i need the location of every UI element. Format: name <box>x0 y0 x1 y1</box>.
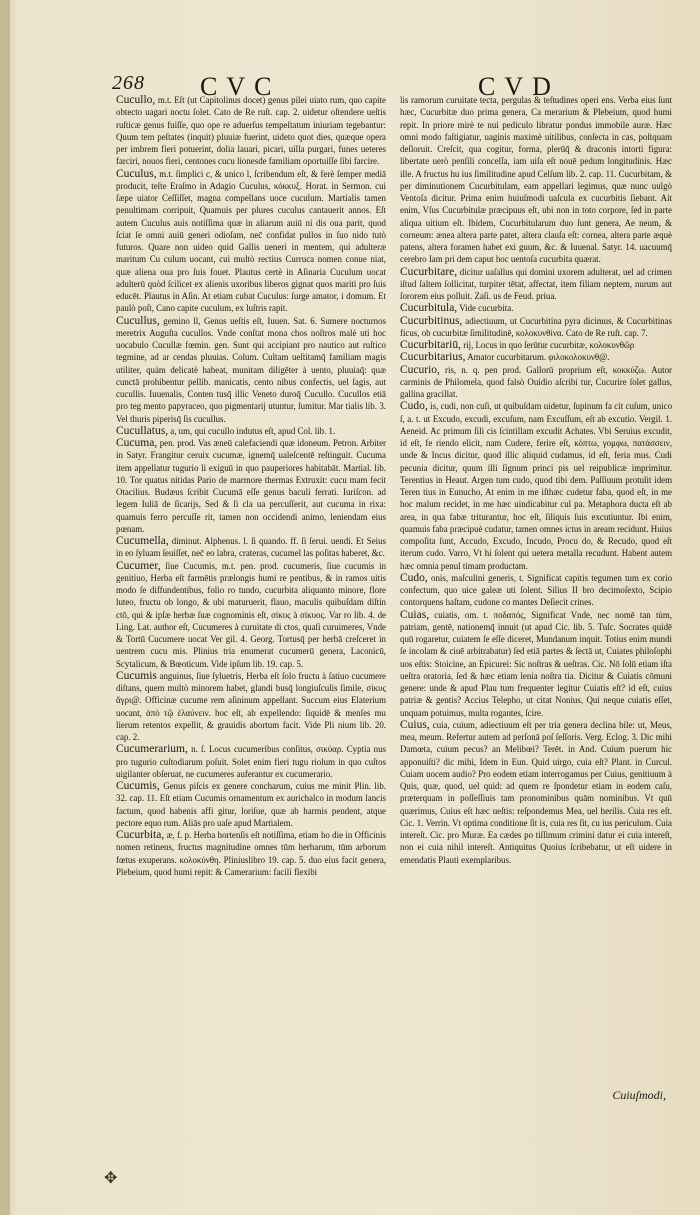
dictionary-entry <box>116 315 386 425</box>
entry-text: a, um, qui cucullo indutus eſt, apud Col. lib. 1. <box>170 425 336 436</box>
entry-headword: Cuias, <box>400 608 430 621</box>
entry-headword: Cucullo, <box>116 94 156 106</box>
entry-text: rij, Locus in quo ſerūtur cucurbitæ, κολοκυνθῶρ <box>463 340 635 350</box>
entry-text: cuiatis, om. t. ποδαπός, Significat Vnde, nec nomē tan tùm, patriam, gentē, nationemq̄ innuit (ut apud Cic. lib. 5. Tuſc. Socrates quidē quū rogaretur, cuiatem ſe eſſe diceret, Mundanum inquit. Totius enim mundi ſe incolam & ciuē arbitrabatur) ſed etiā partes & ſectā ut, Cuiates philoſophi uos eſtis: Stoicine, an Epicurei: Sic noſtras & ueſtras. Cic. Nō ſolū etiam iſta ueſtra oratoria, ſed & hæc etiam lenia noſtra tia. Dicitur & Cuiatis cōmuni genere: unde & apud Plau tum frequenter legitur Cuiatis eſt? id eſt, cuius patriæ & gentis? Accius Telepho, ut citat Nonius, Qui neque cuiatis eſſet, unquam potuimus, multa rogantes, ſcire. <box>400 609 672 718</box>
dictionary-entry <box>116 168 386 315</box>
dictionary-entry <box>400 266 672 303</box>
entry-headword: Cucuma, <box>116 437 158 449</box>
entry-text: Amator cucurbitarum. φιλοκολοκυνθ@. <box>467 352 610 363</box>
dictionary-entry <box>116 560 386 670</box>
right-column <box>400 94 672 866</box>
entry-text: æ, f. p. Herba hortenſis eſt notiſſima, etiam ho die in Officinis nomen retinens, fructus magnitudine omnes tūm herbarum, tūm arborum fœtus exuperans. κολοκύνθη. Pliniuslibro 19. cap. 5. duo eius facit genera, Plebeium, quod humi repit: & Camerarium: facili flexibi <box>116 830 386 877</box>
entry-headword: Cucurbitarius, <box>400 351 466 364</box>
dictionary-entry <box>116 94 386 168</box>
binding-gutter <box>0 0 10 1215</box>
entry-text: diminut. Alphenus. l. ſi quando. ff. ſi ſerui. uendi. Et Seius in eo ſyluam ſeuiſſet, nec̄ eo labra, crateras, cucumel las poſitas haberet, &c. <box>116 536 386 559</box>
running-head-right: CVD <box>478 72 560 101</box>
dictionary-entry <box>400 351 672 363</box>
entry-text: cuia, cuium, adiectiuum eſt per tria genera declina bile: ut, Meus, mea, meum. Refertur autem ad perſonā poſ ſeſſoris. Verg. Eclog. 3. Dic mihi Damœta, cuium pecus? an Melibœi? Terēt. in And. Cuium puerum hic apponuiſti? dic mihi, Idem in Eun. Quid uirgo, cuia eſt? Plant. in Curcul. Cuiam uocem audio? Pro eodem etiam interrogamus per Cuius, genitiuum à Quis, quæ, quod, uel quid: ad quem re ſpondetur etiam in eodem caſu, præterquam in poſſeſſiuis tam pronominibus quām nominibus. Vt quū quærimus, Cuius eſt hæc ueſtis: reſpondemus Mea, uel herilis. Cuia res eſt. Cic. 1. Verrin. Vt optima conditione ſit is, cuia res ſit, cu ius periculum. Cuia intereſt. Cic. pro Muræ. Ea cædes po tiſſimum crimini datur ei cuia intereſt, non ei cuia nihil intereſt. Antiquitus Quoius ſcribebatur, ut eſt uidere in emendatis Plauti exemplaribus. <box>400 719 672 865</box>
entry-headword: Cucurbitinus, <box>400 314 463 327</box>
entry-text: pen. prod. Vas æneū calefaciendi quæ idoneum. Petron. Arbiter in Satyr. Frangitur ceruix cucumæ, ignemq̄ ualeſcentē reſtinguit. Cucuma item appellatur tugurio li exiguū in quo pauperiores habitabāt. Martial. lib. 10. Tor quatus nitidas Pario de marmore thermas Extruxit: cucu mam fecit Otacilius. Budæus ſcribit Cucumā eſſe genus baculi ferrati. Iuriſcon. ad legem Iuliā de ſicarijs, Sed & ſi cla ua percuſſerit, aut cucuma in rixa: quamuis ferro percuſſe rit, tamen non occidendi animo, leniendam eius pœnam. <box>116 438 387 534</box>
printer-mark-icon: ✥ <box>104 1168 118 1187</box>
entry-headword: Cucurbitula, <box>400 302 458 315</box>
entry-headword: Cucumer, <box>116 559 161 572</box>
entry-text: n. ſ. Locus cucumeribus conſitus, σικύαρ. Cyptia nus pro tugurio cuſtodiarum poſuit. Solet enim fieri tugu riolum in quo cuſtos uigilanter obſeruat, ne cucumeres auferantur ex cucumerario. <box>116 744 386 779</box>
dictionary-entry <box>116 670 386 744</box>
entry-headword: Cudo, <box>400 571 428 584</box>
entry-headword: Cucurbita, <box>116 829 165 841</box>
entry-text: Genus piſcis ex genere concharum, cuius me minit Plin. lib. 32. cap. 11. Eſt etiam Cucumis ornamentum ex aurichalco in modum lancis factum, quod habenis affi gitur, loriſue, quæ ab harmis pendent, atque pectore equo rum. Aliās pro uaſe apud Martialem. <box>116 781 387 828</box>
dictionary-entry <box>116 743 386 780</box>
dictionary-entry <box>116 535 386 560</box>
dictionary-entry <box>400 364 672 401</box>
entry-headword: Cudo, <box>400 400 428 413</box>
dictionary-entry <box>400 609 672 719</box>
entry-text: ris, n. q. pen prod. Gallorū proprium eſt, κοκκύζω. Autor carminis de Philomela, quod falsò Ouidio aſcribi tur, Cucurire ſolet gallus, gallina gracillat. <box>400 364 673 399</box>
entry-headword: Cucumis, <box>116 780 160 792</box>
entry-headword: Cucumella, <box>116 535 169 547</box>
dictionary-entry <box>116 437 386 535</box>
entry-text: anguinus, ſiue ſyluetris, Herba eſt ſolo fructu à ſatiuo cucumere diſtans, quem multò minorem habet, glandi busq̄ longiuſculis ſimile, σίκυς ἄγρι@. Officinæ cucume rem aſininum appellant. Succum eius Elaterium uocant, ἀπὸ τῷ ἐλαύνειν. hoc eſt, ab expellendo: ſiquidē & menſes mu lierum retentos expellit, & grauidis abortum facit. Vide Pli nium lib. 20. cap. 2. <box>116 670 386 742</box>
dictionary-entry <box>400 719 672 866</box>
dictionary-entry <box>400 302 672 314</box>
dictionary-entry <box>400 315 672 340</box>
catchword: Cuiuſmodi, <box>612 1088 666 1102</box>
entry-text: lis ramorum curuitate tecta, pergulas & teſtudines operi ens. Verba eius ſunt hæc, Cucurbitæ duo prima genera, Ca merarium & Plebeium, quod humi repit. In priore mirè te nui pediculo libratur pondus immobile auræ. Hæc omni modo faſtigiatur, uaginis maximè uitilibus, conſecta in cas, poſtquam deſloruit. Creſcit, qua cogitur, forma, plerūq̄ & draconis intorti figura: libertate uerò penſili conceſſa, iam uiſa eſt nouē pedum longitudinis. Hæc ille. A fructus hu ius ſimilitudine apud Celſum lib. 2. cap. 11. Cucurbitam, & per diminutionem Cucurbitulam, eam appellari legimus, quæ nunc uulgò Ventoſa dicitur. Prima enim huiuſmodi uaſcula ex cucurbitis ſiebant. Ait enim, Vſus Cucurbitulæ præcipuus eſt, ubi non in toto corpore, ſed in parte aliqua uitium eſt. Ibidem, Cucurbitularum duo ſunt genera, Ae neum, & corneum: ænea altera parte patet, altera clauſa eſt: cornea, altera parte æquè patens, altera foramen habet exi guum, &c. & Iuuenal. Satyr. 14. uacuumq̄ cerebro Iam pri dem caput hoc uentoſa cucurbita quærat. <box>400 95 672 265</box>
entry-headword: Cuius, <box>400 718 430 731</box>
dictionary-entry <box>400 572 672 609</box>
entry-text: adiectiuum, ut Cucurbitina pyra dicimus, & Cucurbitinas ficus, ob cucurbitæ ſimilitudinē, κολοκυνθίνα. Cato de Re ruſt. cap. 7. <box>400 315 672 338</box>
entry-text: ſiue Cucumis, m.t. pen. prod. cucumeris, ſiue cucumis in genitiuo, Herba eſt farmētis prælongis humi re pentibus, & in ramos uitis modo ſe diffundentibus, folio ro tundo, cucurbita aliquanto minore, flore luteo, fructu ob longo, & ubi maturuerit, flauo, maculis quibuſdam diſtin ctō, qui & ipſæ herbæ ſuæ cognominis eſt, σίκυς à σίκυος. Var ro lib. 4. de Ling. Lat. author eſt, Cucumeres à curuitate di ctos, quaſi curuimeres, Vnde & Tortū Cucumere uocat Ver gil. 4. Georg. Tortusq̄ per herbā creſceret in uentrem cucu mis. Plinius tria enumerat cucumerū genera, Laconicū, Scytalicum, & Bœoticum. Vide ipſum lib. 19. cap. 5. <box>116 560 387 669</box>
entry-text: m.t. Eſt (ut Capitolinus docet) genus pilei uiato rum, quo capite obtecto uagari noctu ſolet. Cato de Re ruſt. cap. 2. uidetur oſtendere ueſtis ruſticæ genus fuiſſe, quo ope re aduerſus tempeſtatum iniuriam tegebantur: Quum tem peſtates (inquit) pluuiæ fuerint, uideto quot dies, quæque opera per imbrem fieri potuerint, dolia lauari, picari, uilla purgari, funes ueteres farciri, nouos fieri, centones cucu lionesde familiam oportuiſſe ſibi farcire. <box>116 95 386 167</box>
entry-text: is, cudi, non cuſi, ut quibuſdam uidetur, ſupinum fa cit cuſum, unico ſ, a. t. ut Excudo, excudi, excuſum, nam Excuſſum, eſt ab excutio. Vergil. 1. Aeneid. Ac primum ſili cis ſcintillam excudit Achates. Vbi Seruius excudit, id eſt, fe riendo elicit, nam Cudere, ferire eſt, κόπτω, γομφω, πατάσσειν, unde & Incus dicitur, quod illic aliquid cudamus, id eſt, feria mus. Cudi pecunia dicitur, quum illi ſignum princi pis uel reipublicæ imprimitur. Terentius in Heaut. Argen tum cudo, quod tibi dem. Paſſiuum protulit idem Teren tius in Eunucho, At enim in me iſthæc cudetur faba, quod eſt, in me hoc malum recidet, in me hæc uindicabitur cul pa. Metaphora ducta eſt ab area, in qua fabæ triturantur, hoc eſt, ſiliquis ſuis excutiuntur. Ibi enim, quamuis faba præcipuè cudatur, tamen omnes ictus in aream recidunt. Huius compoſita ſunt, Accudo, Excudo, Incudo, Procu do, & Recudo, quod eſt iterum cudo. Varro, Vt hi ſolent qui uetera metalla recudunt. Habent autem hæc omnia penul timam productam. <box>400 401 673 571</box>
entry-text: dicitur uaſallus qui domini uxorem adulterat, uel ad crimen iſtud ſaltem ſollicitat, turpiter tētat, affectat, item filiam neptem, nurum aut ſororem eius polluit. Zaſi. us de Feud. priua. <box>400 266 672 301</box>
page-number: 268 <box>112 72 145 94</box>
entry-headword: Cucumerarium, <box>116 743 188 756</box>
dictionary-entry <box>116 425 386 437</box>
dictionary-entry <box>400 94 672 266</box>
left-column <box>116 94 386 878</box>
running-head-left: CVC <box>200 72 281 101</box>
entry-headword: Cucullatus, <box>116 424 169 437</box>
dictionary-entry <box>116 780 386 829</box>
entry-text: m.t. ſimplici c, & unico l, ſcribendum eſt, & ferè ſemper mediā producit, teſte Eraſmo in Adagio Cuculus, κόκκυξ. Horat. in Sermon. cui ſæpe uiator Ceſſiſſet, magna compellans uoce cuculum. Martialis tamen penultimam corripuit, Quamuis per plures cuculus cantauerit annos. Eſt autem Cuculus auis notiſſima quæ in aliarum auiū ni dis oua parit, quod ſciat ſe omni auiū generi odioſam, nec̄ confidat pullos in ſuo nido tutò futuros. Quare non uideo quid Gallis ueneri in mentem, qui adulteræ maritum Cu culum uocant, cui multò rectius Curruca nomen conue niat, quæ aliena oua pro ſuis fouet. Plautus certè in Aſinaria Cuculum uocat adulterū quòd ſcilicet ex alienis uxoribus liberos gignat quos mariti pro ſuis educēt. Plautus in Aſin. At etiam cubat Cuculus: ſurge amator, i domum. Et paulò poſt, Cano capite cuculum, ex luſtris rapit. <box>116 168 387 314</box>
entry-headword: Cucumis <box>116 669 157 682</box>
entry-text: gemino ll, Genus ueſtis eſt, Iuuen. Sat. 6. Sumere nocturnos meretrix Auguſta cucullos. Vnde conſtat mona chos noſtros malè uti hoc uocabulo Cucullæ fœmin. gen. Sunt qui accipiant pro nautico aut ruſtico tegmine, ad ar cendas pluuias. Colum. Cultam ueſtitamq̄ familiam magis utiliter, quàm delicatè habeat, munitam diligēter à uento, pluuiaq̄: quæ cunctā prohibentur pellib. manicatis, cento nibus confectis, uel ſagis, aut cucullis. Iuuenalis, Conten tusq̄ illic Veneto duroq̄ Cucullo. Cucullos etiā pro teg mento papyraceo, quo pigmentarij utuntur, ſumitur. Mar tialis lib. 3. Vel thuris piperisq̄ ſis cucullus. <box>116 315 387 424</box>
entry-text: onis, maſculini generis, t. Significat capitis tegumen tum ex corio confectum, quo uice galeæ uti ſolent. Silius II bro decimoſexto, Scipio contorquens haſtam, cudone co mantes Deſiecit crines. <box>400 572 673 608</box>
entry-text: Vide cucurbita. <box>459 303 514 314</box>
entry-headword: Cucurbitare, <box>400 265 458 278</box>
dictionary-entry <box>400 400 672 572</box>
entry-headword: Cucurio, <box>400 363 440 376</box>
dictionary-entry <box>116 829 386 878</box>
entry-headword: Cuculus, <box>116 167 157 180</box>
dictionary-entry <box>400 339 672 351</box>
entry-headword: Cucullus, <box>116 314 160 327</box>
entry-headword: Cucurbitariū, <box>400 339 461 351</box>
